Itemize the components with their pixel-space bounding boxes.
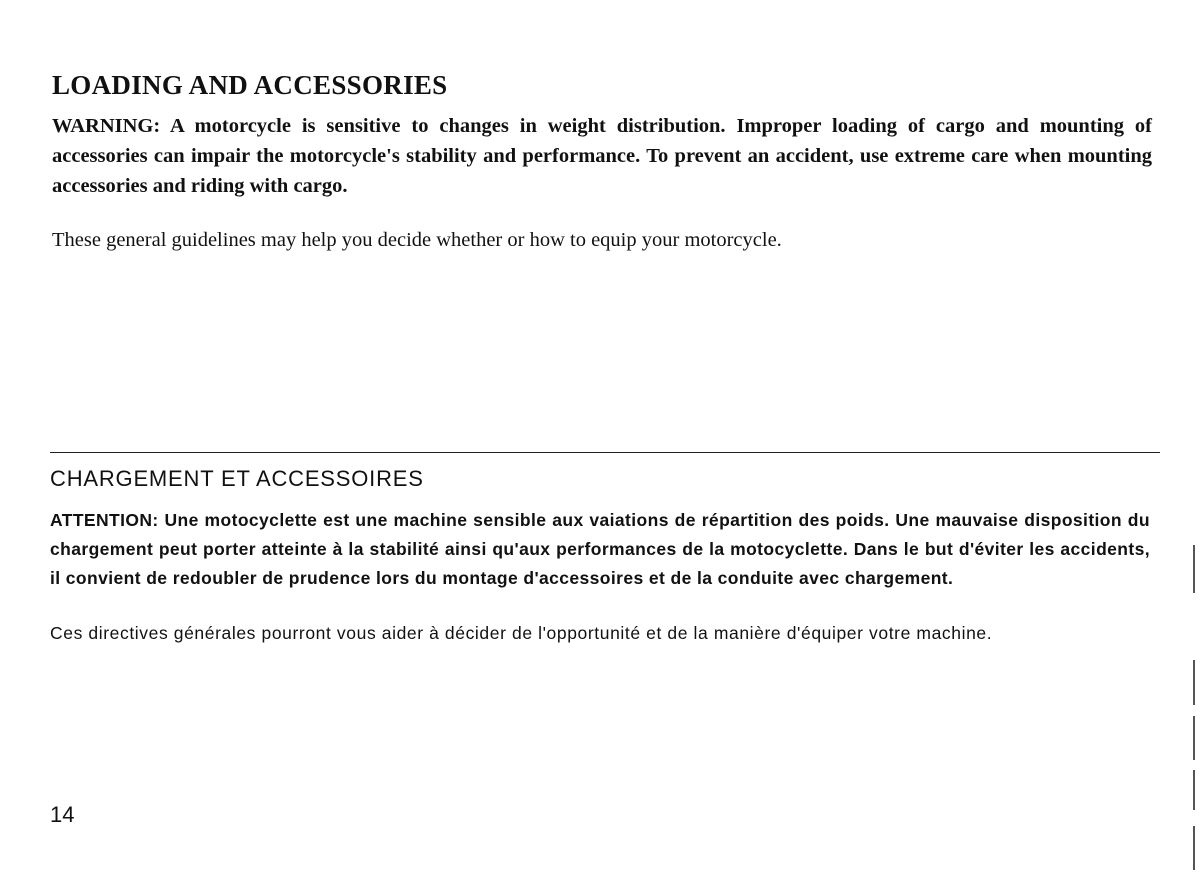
french-section: [50, 466, 1150, 648]
page-number: 14: [50, 802, 75, 827]
french-heading: CHARGEMENT ET ACCESSOIRES: [50, 466, 424, 491]
margin-mark: [1193, 545, 1195, 593]
french-warning: ATTENTION: Une motocyclette est une machine sensible aux vaiations de répartition des poids. Une mauvaise disposition du chargement peut porter atteinte à la stabilité ainsi qu'aux performances de la motocyclette. Dans le but d'éviter les accidents, il convient de redoubler de prudence lors du montage d'accessoires et de la conduite avec chargement.: [50, 510, 1150, 588]
english-guidelines: These general guidelines may help you decide whether or how to equip your motorcycle.: [52, 229, 782, 251]
english-section: [52, 70, 1152, 255]
margin-mark: [1193, 826, 1195, 870]
margin-mark: [1193, 770, 1195, 810]
margin-mark: [1193, 716, 1195, 760]
section-divider: [50, 452, 1160, 453]
english-warning: WARNING: A motorcycle is sensitive to changes in weight distribution. Improper loading of cargo and mounting of accessories can impair the motorcycle's stability and performance. To prevent an accident, use extreme care when mounting accessories and riding with cargo.: [52, 115, 1152, 197]
margin-mark: [1193, 660, 1195, 705]
french-guidelines: Ces directives générales pourront vous aider à décider de l'opportunité et de la manière d'équiper votre machine.: [50, 623, 993, 643]
english-heading: LOADING AND ACCESSORIES: [52, 70, 448, 100]
